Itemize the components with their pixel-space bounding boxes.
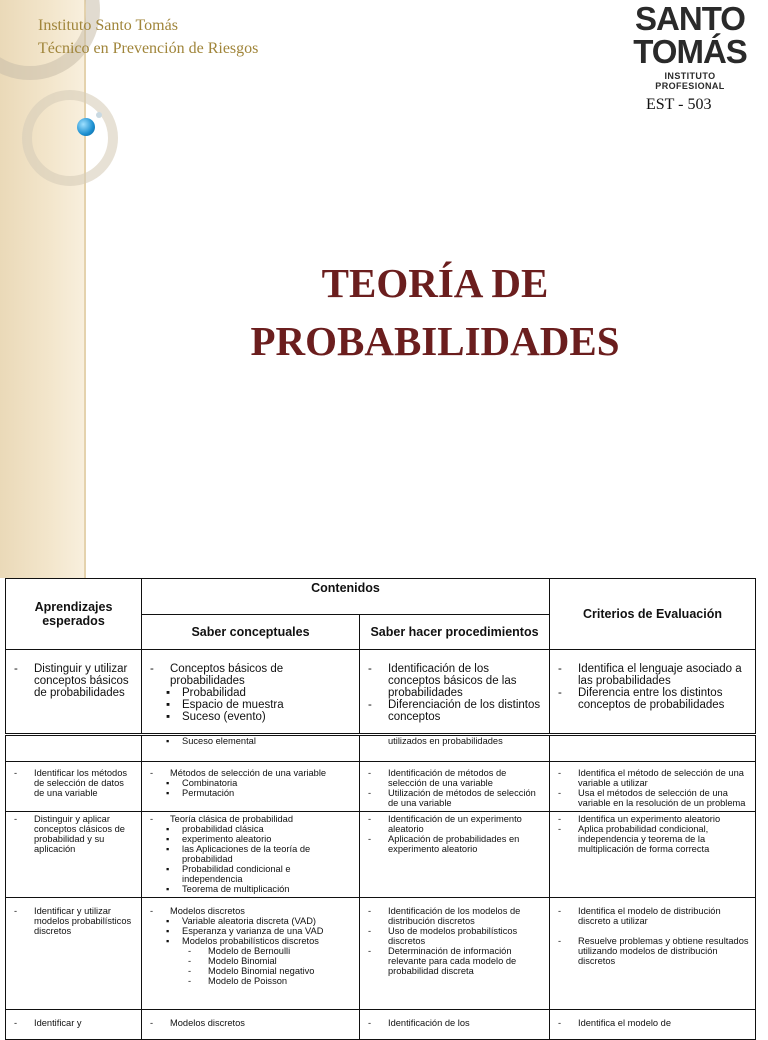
- aprendizaje-cell: [6, 812, 142, 898]
- criterios-cell: [550, 762, 756, 812]
- conceptual-intro: - Métodos de selección de una variable: [148, 768, 353, 778]
- conceptual-cell: [142, 736, 360, 762]
- col-criterios-header: Criterios de Evaluación: [550, 579, 756, 650]
- conceptual-subitem: - Modelo de Poisson: [148, 976, 353, 986]
- conceptual-item: ▪ Modelos probabilísticos discretos: [148, 936, 353, 946]
- aprendizaje-cell: [6, 736, 142, 762]
- col-aprendizajes-header: Aprendizajes esperados: [6, 579, 142, 650]
- criterio-item: - Aplica probabilidad condicional, independencia y teorema de la multiplicación de forma correcta: [556, 824, 749, 854]
- decorative-blue-dot: [77, 118, 95, 136]
- procedimiento-item: - Aplicación de probabilidades en experimento aleatorio: [366, 834, 543, 854]
- conceptual-cell: [142, 898, 360, 1010]
- conceptual-intro: - Modelos discretos: [148, 1018, 353, 1028]
- criterio-item: - Usa el métodos de selección de una variable en la resolución de un problema: [556, 788, 749, 808]
- col-contenidos-header: Contenidos: [142, 579, 550, 615]
- curriculum-table-header: [5, 578, 756, 734]
- conceptual-cell: [142, 762, 360, 812]
- conceptual-item: ▪ las Aplicaciones de la teoría de probabilidad: [148, 844, 353, 864]
- procedimiento-item: - Uso de modelos probabilísticos discretos: [366, 926, 543, 946]
- procedimiento-item: - Identificación de un experimento aleatorio: [366, 814, 543, 834]
- procedimiento-item: - Diferenciación de los distintos conceptos: [366, 699, 543, 723]
- logo-line-1: SANTO: [635, 0, 745, 37]
- conceptual-cell: [142, 1010, 360, 1040]
- logo-line-2: TOMÁS: [633, 33, 747, 70]
- stripe-edge: [84, 0, 86, 578]
- conceptual-cell: [142, 650, 360, 734]
- conceptual-item: ▪ experimento aleatorio: [148, 834, 353, 844]
- conceptual-item: ▪ Permutación: [148, 788, 353, 798]
- criterio-item: - Resuelve problemas y obtiene resultados utilizando modelos de distribución discretos: [556, 936, 749, 966]
- aprendizaje-item: - Identificar los métodos de selección de datos de una variable: [12, 768, 135, 798]
- criterio-item: - Diferencia entre los distintos conceptos de probabilidades: [556, 687, 749, 711]
- aprendizaje-cell: [6, 898, 142, 1010]
- conceptual-item: ▪ Suceso elemental: [148, 736, 353, 746]
- criterio-item: - Identifica el modelo de distribución discreto a utilizar: [556, 906, 749, 926]
- procedimientos-cell: [360, 650, 550, 734]
- institution-name: Instituto Santo Tomás: [38, 17, 178, 34]
- criterio-item: - Identifica un experimento aleatorio: [556, 814, 749, 824]
- slide-title: [200, 254, 670, 370]
- santo-tomas-logo: [630, 2, 750, 90]
- decorative-arc: [22, 90, 118, 186]
- criterios-cell: [550, 898, 756, 1010]
- program-name: Técnico en Prevención de Riesgos: [38, 40, 259, 57]
- decorative-side-stripe: [0, 0, 84, 578]
- criterio-item: - Identifica el lenguaje asociado a las probabilidades: [556, 663, 749, 687]
- criterios-cell: [550, 650, 756, 734]
- criterios-cell: [550, 736, 756, 762]
- procedimientos-cell: [360, 812, 550, 898]
- procedimientos-cell: [360, 1010, 550, 1040]
- procedimiento-item: - Determinación de información relevante para cada modelo de probabilidad discreta: [366, 946, 543, 976]
- conceptual-item: ▪ Espacio de muestra: [148, 699, 353, 711]
- logo-line-3: INSTITUTO PROFESIONAL: [655, 71, 725, 91]
- procedimiento-item: - Utilización de métodos de selección de una variable: [366, 788, 543, 808]
- aprendizaje-item: - Distinguir y utilizar conceptos básicos de probabilidades: [12, 663, 135, 699]
- conceptual-item: ▪ probabilidad clásica: [148, 824, 353, 834]
- title-line-2: PROBABILIDADES: [250, 318, 620, 364]
- conceptual-subitem: - Modelo Binomial negativo: [148, 966, 353, 976]
- procedimiento-item: - Identificación de métodos de selección de una variable: [366, 768, 543, 788]
- conceptual-intro: - Teoría clásica de probabilidad: [148, 814, 353, 824]
- criterios-cell: [550, 812, 756, 898]
- conceptual-item: ▪ Probabilidad: [148, 687, 353, 699]
- procedimiento-item: - Identificación de los modelos de distribución discretos: [366, 906, 543, 926]
- aprendizaje-cell: [6, 1010, 142, 1040]
- title-line-1: TEORÍA DE: [321, 260, 549, 306]
- conceptual-item: ▪ Esperanza y varianza de una VAD: [148, 926, 353, 936]
- criterio-item: - Identifica el método de selección de una variable a utilizar: [556, 768, 749, 788]
- criterio-item: - Identifica el modelo de: [556, 1018, 749, 1028]
- col-saber-hacer-header: Saber hacer procedimientos: [360, 615, 550, 650]
- procedimientos-cell: [360, 736, 550, 762]
- course-code: EST - 503: [646, 96, 712, 113]
- procedimiento-item: - Identificación de los conceptos básicos de las probabilidades: [366, 663, 543, 699]
- aprendizaje-cell: [6, 762, 142, 812]
- procedimiento-item: - Identificación de los: [366, 1018, 543, 1028]
- conceptual-item: ▪ Teorema de multiplicación: [148, 884, 353, 894]
- aprendizaje-item: - Distinguir y aplicar conceptos clásicos de probabilidad y su aplicación: [12, 814, 135, 854]
- aprendizaje-cell: [6, 650, 142, 734]
- conceptual-cell: [142, 812, 360, 898]
- criterios-cell: [550, 1010, 756, 1040]
- decorative-small-dot: [96, 112, 102, 118]
- conceptual-intro: - Conceptos básicos de probabilidades: [148, 663, 353, 687]
- procedimiento-continuation: utilizados en probabilidades: [388, 736, 503, 746]
- col-saber-conceptuales-header: Saber conceptuales: [142, 615, 360, 650]
- procedimientos-cell: [360, 762, 550, 812]
- conceptual-intro: - Modelos discretos: [148, 906, 353, 916]
- conceptual-item: ▪ Combinatoria: [148, 778, 353, 788]
- aprendizaje-item: - Identificar y: [12, 1018, 135, 1028]
- conceptual-item: ▪ Probabilidad condicional e independencia: [148, 864, 353, 884]
- aprendizaje-item: - Identificar y utilizar modelos probabilísticos discretos: [12, 906, 135, 936]
- conceptual-item: ▪ Variable aleatoria discreta (VAD): [148, 916, 353, 926]
- conceptual-subitem: - Modelo de Bernoulli: [148, 946, 353, 956]
- conceptual-item: ▪ Suceso (evento): [148, 711, 353, 723]
- institution-header: [38, 14, 258, 60]
- curriculum-table-body: [5, 735, 756, 1040]
- procedimientos-cell: [360, 898, 550, 1010]
- conceptual-subitem: - Modelo Binomial: [148, 956, 353, 966]
